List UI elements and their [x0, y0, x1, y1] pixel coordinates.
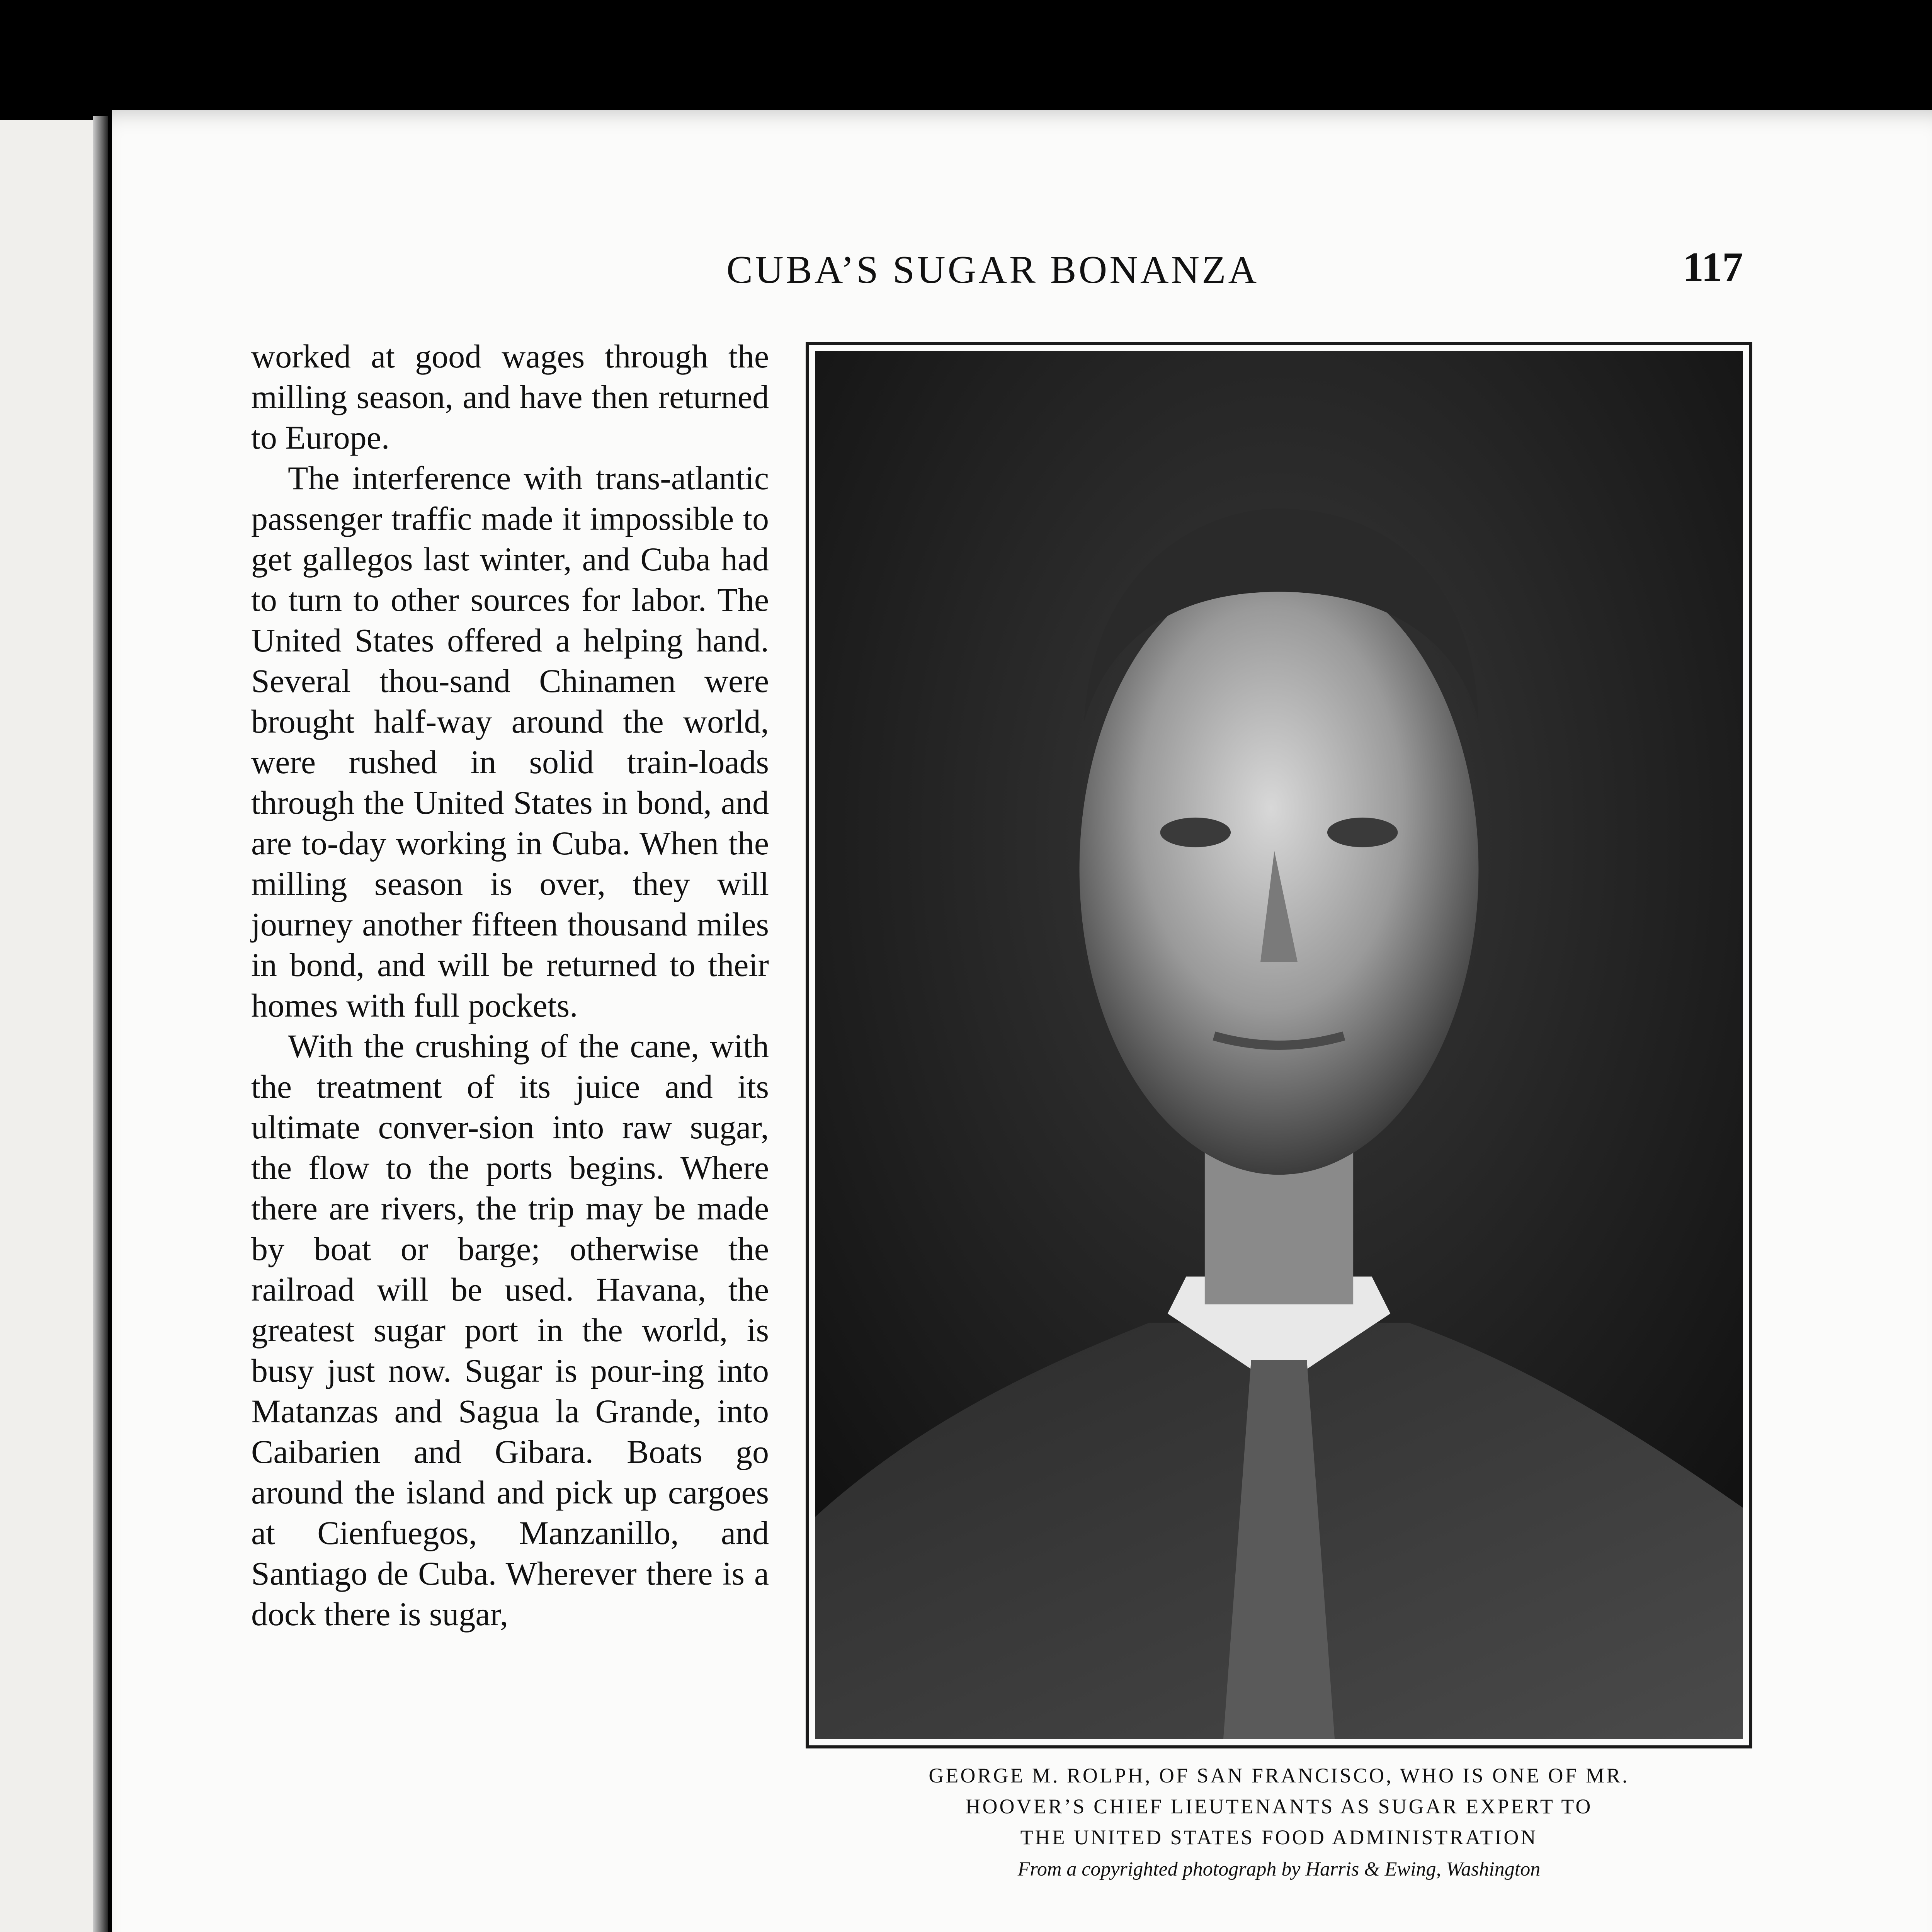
paragraph: worked at good wages through the milling season, and have then returned to Europe. — [251, 338, 769, 456]
right-text-column — [1010, 1930, 1745, 1932]
left-text-column — [238, 1930, 970, 1932]
portrait-image — [815, 351, 1743, 1739]
paragraph: With the crushing of the cane, with the treatment of its juice and its ultimate conver-sion into raw sugar, the flow to the ports begins. Where there are rivers, the trip may be made by boat or barge; otherwise the railroad will be used. Havana, the greatest sugar port in the world, is busy just now. Sugar is pour-ing into Matanzas and Sagua la Grande, into Caibarien and Gibara. Boats go around the island and pick up cargoes at Cienfuegos, Manzanillo, and Santiago de Cuba. Wherever there is a dock there is sugar, — [251, 1027, 769, 1633]
paragraph: The interference with trans-atlantic passenger traffic made it impossible to get gallegos last winter, and Cuba had to turn to other sources for labor. The United States offered a helping hand. Several thou-sand Chinamen were brought half-way around the world, were rushed in solid train-loads through the United States in bond, and are to-day working in Cuba. When the milling season is over, they will journey another fifteen thousand miles in bond, and will be returned to their homes with full pockets. — [251, 459, 769, 1024]
left-page-margin — [0, 120, 104, 1932]
paragraph — [238, 1930, 970, 1932]
caption-line: HOOVER’S CHIEF LIEUTENANTS AS SUGAR EXPERT TO — [965, 1795, 1593, 1818]
narrow-text-column — [251, 336, 769, 1634]
running-head: CUBA’S SUGAR BONANZA — [726, 248, 1259, 292]
caption-line: THE UNITED STATES FOOD ADMINISTRATION — [1020, 1826, 1538, 1849]
paragraph — [1010, 1930, 1745, 1932]
caption-line: GEORGE M. ROLPH, OF SAN FRANCISCO, WHO IS ONE OF MR. — [929, 1764, 1629, 1787]
page-number: 117 — [1683, 244, 1743, 290]
left-page-edge — [93, 116, 108, 1932]
portrait-photo — [806, 342, 1752, 1748]
photo-caption — [806, 1760, 1752, 1886]
photo-credit: From a copyrighted photograph by Harris & Ewing, Washington — [1017, 1858, 1541, 1880]
